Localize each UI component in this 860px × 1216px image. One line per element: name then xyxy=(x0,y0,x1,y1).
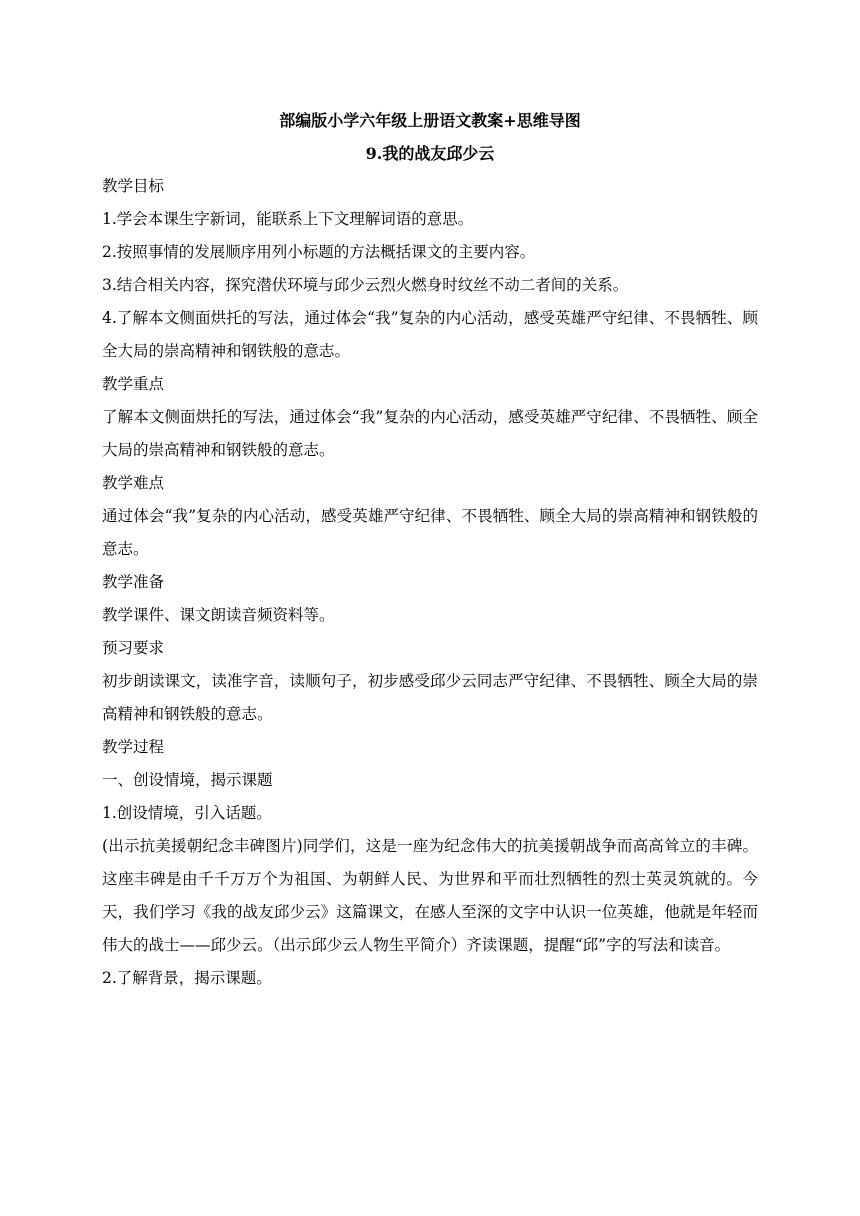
goal-item: 4.了解本文侧面烘托的写法，通过体会“我”复杂的内心活动，感受英雄严守纪律、不畏牺牲、顾全大局的崇高精神和钢铁般的意志。 xyxy=(102,309,758,360)
difficulty-text: 通过体会“我”复杂的内心活动，感受英雄严守纪律、不畏牺牲、顾全大局的崇高精神和钢铁般的意志。 xyxy=(102,507,758,558)
document-page xyxy=(102,104,758,995)
prep-heading: 教学准备 xyxy=(102,573,165,591)
document-title: 部编版小学六年级上册语文教案+思维导图 xyxy=(279,111,581,130)
process-step: 一、创设情境，揭示课题 xyxy=(102,771,273,789)
preview-heading: 预习要求 xyxy=(102,639,165,657)
key-text: 了解本文侧面烘托的写法，通过体会“我”复杂的内心活动，感受英雄严守纪律、不畏牺牲、顾全大局的崇高精神和钢铁般的意志。 xyxy=(102,408,758,459)
key-heading: 教学重点 xyxy=(102,375,165,393)
goal-item: 2.按照事情的发展顺序用列小标题的方法概括课文的主要内容。 xyxy=(102,243,536,261)
goal-item: 1.学会本课生字新词，能联系上下文理解词语的意思。 xyxy=(102,210,474,228)
process-substep: 2.了解背景，揭示课题。 xyxy=(102,969,272,987)
lesson-title: 9.我的战友邱少云 xyxy=(365,144,495,163)
process-paragraph: (出示抗美援朝纪念丰碑图片)同学们，这是一座为纪念伟大的抗美援朝战争而高高耸立的丰碑。这座丰碑是由千千万万个为祖国、为朝鲜人民、为世界和平而壮烈牺牲的烈士英灵筑就的。今天，我们学习《我的战友邱少云》这篇课文，在感人至深的文字中认识一位英雄，他就是年轻而伟大的战士——邱少云。（出示邱少云人物生平简介）齐读课题，提醒“邱”字的写法和读音。 xyxy=(102,837,758,954)
preview-text: 初步朗读课文，读准字音，读顺句子，初步感受邱少云同志严守纪律、不畏牺牲、顾全大局的崇高精神和钢铁般的意志。 xyxy=(102,672,758,723)
process-heading: 教学过程 xyxy=(102,738,165,756)
difficulty-heading: 教学难点 xyxy=(102,474,165,492)
process-substep: 1.创设情境，引入话题。 xyxy=(102,804,272,822)
goals-heading: 教学目标 xyxy=(102,177,165,195)
prep-text: 教学课件、课文朗读音频资料等。 xyxy=(102,606,335,624)
goal-item: 3.结合相关内容，探究潜伏环境与邱少云烈火燃身时纹丝不动二者间的关系。 xyxy=(102,276,629,294)
